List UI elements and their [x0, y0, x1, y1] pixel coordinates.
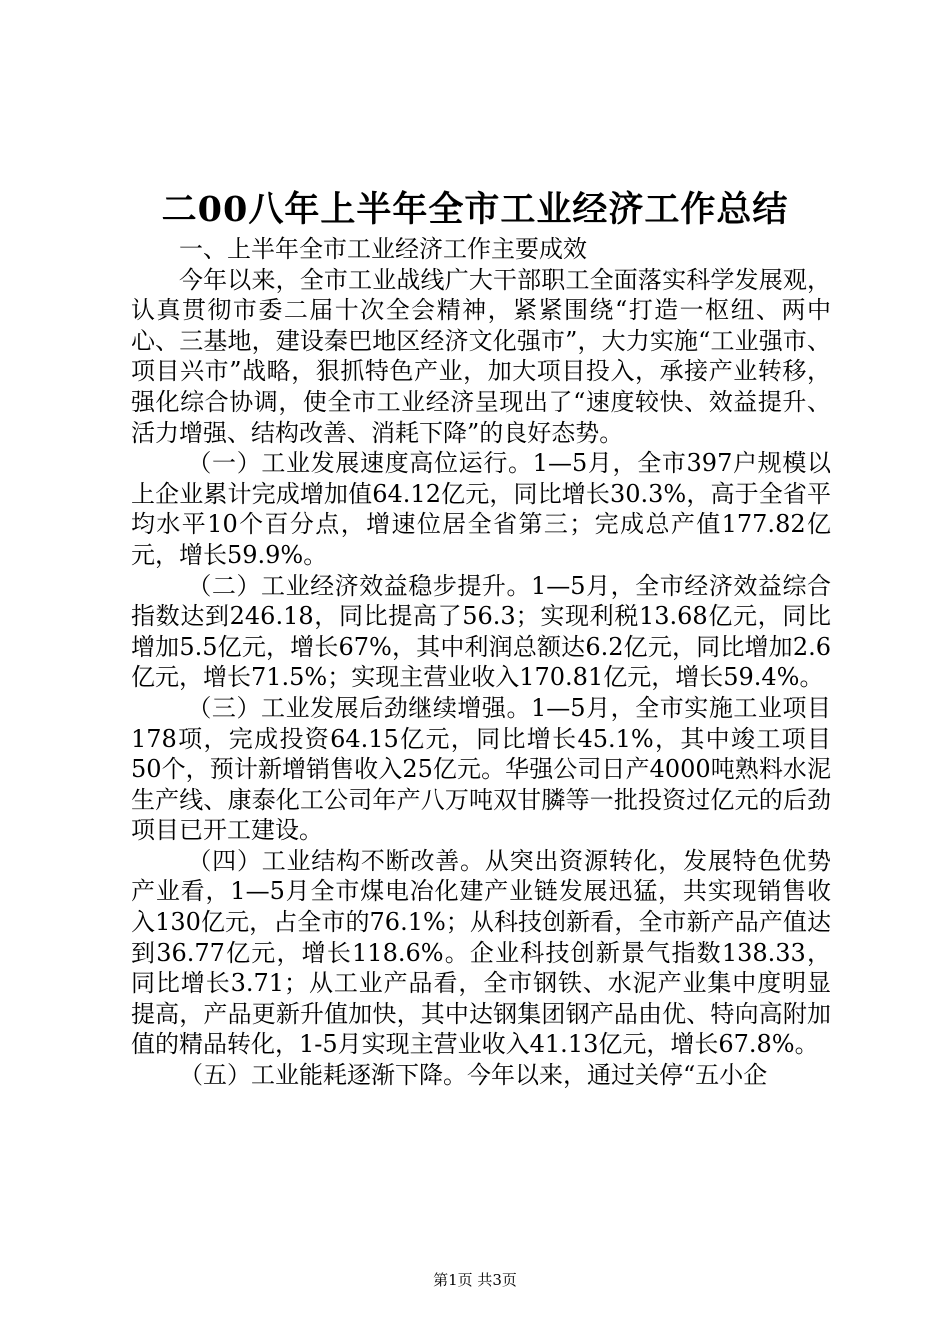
document-title: 二00八年上半年全市工业经济工作总结 [161, 189, 789, 230]
page-footer: 第1页 共3页 [433, 1271, 517, 1289]
item-paragraph-2: （二）工业经济效益稳步提升。1—5月，全市经济效益综合指数达到246.18，同比提高了56.3；实现利税13.68亿元，同比增加5.5亿元，增长67%，其中利润总额达6.2亿元，同比增加2.6亿元，增长71.5%；实现主营业收入170.81亿元，增长59.4%。 [131, 571, 831, 692]
section-heading: 一、上半年全市工业经济工作主要成效 [179, 235, 587, 263]
intro-paragraph: 今年以来，全市工业战线广大干部职工全面落实科学发展观，认真贯彻市委二届十次全会精神，紧紧围绕“打造一枢纽、两中心、三基地，建设秦巴地区经济文化强市”，大力实施“工业强市、项目兴市”战略，狠抓特色产业，加大项目投入，承接产业转移，强化综合协调，使全市工业经济呈现出了“速度较快、效益提升、活力增强、结构改善、消耗下降”的良好态势。 [131, 265, 831, 447]
item-paragraph-5: （五）工业能耗逐渐下降。今年以来，通过关停“五小企 [179, 1061, 768, 1090]
item-paragraph-1: （一）工业发展速度高位运行。1—5月，全市397户规模以上企业累计完成增加值64.12亿元，同比增长30.3%，高于全省平均水平10个百分点，增速位居全省第三；完成总产值177.82亿元，增长59.9%。 [131, 449, 831, 569]
document-body [131, 234, 831, 1091]
item-paragraph-3: （三）工业发展后劲继续增强。1—5月，全市实施工业项目178项，完成投资64.15亿元，同比增长45.1%，其中竣工项目50个，预计新增销售收入25亿元。华强公司日产4000吨熟料水泥生产线、康泰化工公司年产八万吨双甘膦等一批投资过亿元的后劲项目已开工建设。 [131, 693, 831, 845]
item-paragraph-4: （四）工业结构不断改善。从突出资源转化，发展特色优势产业看，1—5月全市煤电冶化建产业链发展迅猛，共实现销售收入130亿元，占全市的76.1%；从科技创新看，全市新产品产值达到36.77亿元，增长118.6%。企业科技创新景气指数138.33，同比增长3.71；从工业产品看，全市钢铁、水泥产业集中度明显提高，产品更新升值加快，其中达钢集团钢产品由优、特向高附加值的精品转化，1-5月实现主营业收入41.13亿元，增长67.8%。 [131, 846, 831, 1059]
